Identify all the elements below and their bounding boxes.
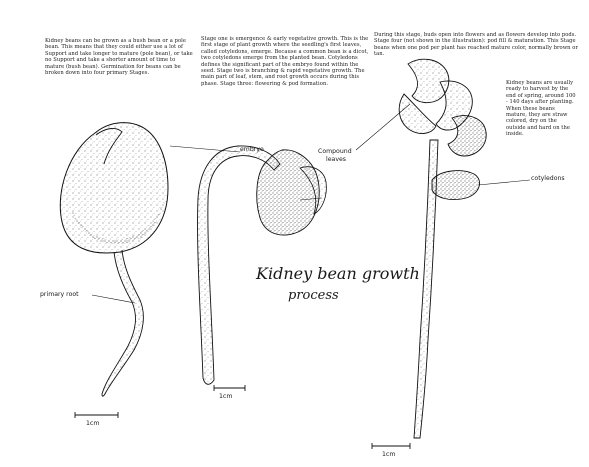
plant-cotyledon	[432, 171, 480, 200]
plant-leaf-top	[408, 59, 449, 102]
embryo-label: embryo	[240, 146, 264, 153]
harvest-note: Kidney beans are usually ready to harvest by the end of spring, around 100 - 140 days after planting. When these beans mature, they are straw colored, dry on the outside and hard on the inside.	[506, 80, 576, 138]
cotyledons-label: cotyledons	[531, 175, 565, 182]
germinating-seed-drawing	[60, 123, 168, 418]
compound-leaves-leader-2	[356, 104, 410, 150]
diagram-title-line2: process	[288, 288, 339, 303]
compound-leaves-label-line1: Compound	[318, 148, 352, 155]
scale-label-seedling: 1cm	[219, 393, 233, 400]
scale-label-plant: 1cm	[382, 451, 396, 458]
seedling-cotyledon	[257, 150, 319, 235]
cotyledons-leader	[478, 180, 530, 185]
bean-seed	[60, 123, 168, 253]
mature-plant-drawing	[356, 59, 530, 449]
stage-one-note: Stage one is emergence & early vegetative growth. This is the first stage of plant growth where the seedling's first leaves, called cotyledons, emerge. Because a common bean is a dicot, two cotyledons emerge from the planted bean. Cotyledons defines the significant part of the embryo found within the seed. Stage two is branching & rapid vegetative growth. The main part of leaf, stem, and root growth occurs during this phase. Stage three: flowering & pod formation.	[201, 36, 369, 87]
diagram-title-line1: Kidney bean growth	[256, 264, 420, 283]
primary-root-label: primary root	[40, 291, 79, 298]
stage-three-note: During this stage, buds open into flowers and as flowers develop into pods. Stage four (not shown in the illustration): pod fill & maturation. This Stage beans when one pod per plant has reached mature color, normally brown or tan.	[374, 32, 578, 58]
scale-label-seed: 1cm	[86, 420, 100, 427]
compound-leaves-label-line2: leaves	[326, 156, 347, 163]
primary-root	[102, 250, 143, 396]
intro-note: Kidney beans can be grown as a bush bean or a pole bean. This means that they could either use a lot of Support and take longer to mature (pole bean), or take no Support and take a shorter amount of time to mature (bush bean). Germination for beans can be broken down into four primary Stages.	[45, 38, 193, 77]
